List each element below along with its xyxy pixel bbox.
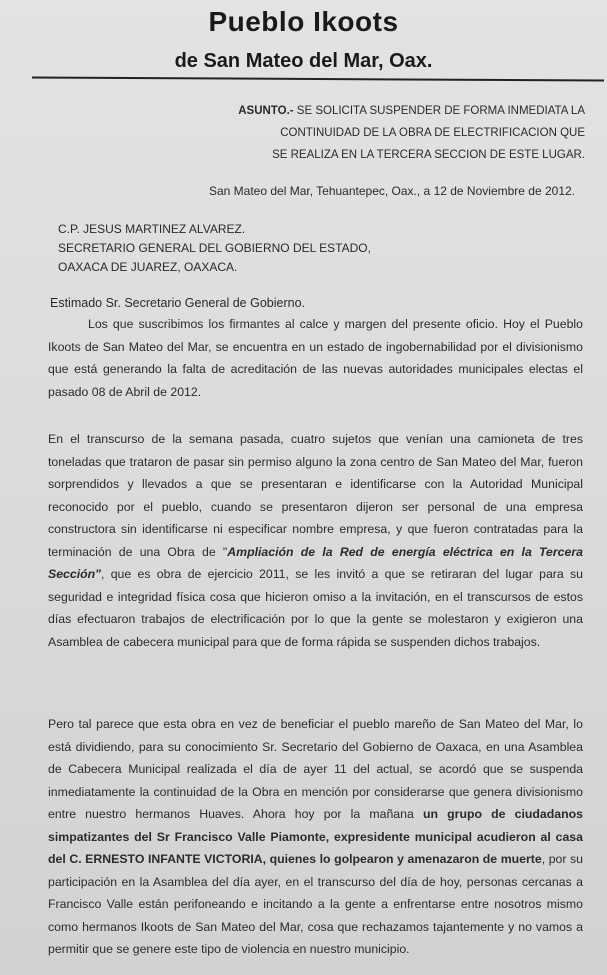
asunto-text-1: SE SOLICITA SUSPENDER DE FORMA INMEDIATA LA xyxy=(296,105,585,117)
recipient-location: OAXACA DE JUAREZ, OAXACA. xyxy=(58,260,238,274)
salutation: Estimado Sr. Secretario General de Gobierno. xyxy=(50,296,305,310)
paragraph-3 xyxy=(48,713,583,961)
paragraph-2-text-b: , que es obra de ejercicio 2011, se les invitó a que se retiraran del lugar para su seguridad e integridad física cosa que hicieron omiso a la invitación, en el transcursos de estos días efectuaron trabajos de electrificación por lo que la gente se molestaron y exigieron una Asamblea de cabecera municipal para que de forma rápida se suspenden dichos trabajos. xyxy=(48,567,583,649)
recipient-name: C.P. JESUS MARTINEZ ALVAREZ. xyxy=(58,222,246,236)
obra-name: Ampliación de la Red de energía eléctrica en la Tercera Sección" xyxy=(48,544,583,581)
date-line: San Mateo del Mar, Tehuantepec, Oax., a 12 de Noviembre de 2012. xyxy=(208,184,575,198)
asunto-line-3: SE REALIZA EN LA TERCERA SECCION DE ESTE LUGAR. xyxy=(272,149,585,161)
header-divider xyxy=(32,77,604,82)
paragraph-3-bold: un grupo de ciudadanos simpatizantes del Sr Francisco Valle Piamonte, expresidente municipal acudieron al casa del C. ERNESTO INFANTE VICTORIA, quienes lo golpearon y amenazaron de muerte xyxy=(48,807,583,866)
paragraph-3-text-a: Pero tal parece que esta obra en vez de beneficiar el pueblo mareño de San Mateo del Mar, lo está dividiendo, para su conocimiento Sr. Secretario del Gobierno de Oaxaca, en una Asamblea de Cabecera Municipal realizada el día de ayer 11 del actual, se acordó que se suspenda inmediatamente la continuidad de la Obra en mención por considerarse que genera divisionismo entre nuestro hermanos Huaves. Ahora hoy por la mañana xyxy=(48,717,583,821)
recipient-position: SECRETARIO GENERAL DEL GOBIERNO DEL ESTADO, xyxy=(58,241,371,255)
recipient-block xyxy=(58,220,558,277)
paragraph-1: Los que suscribimos los firmantes al calce y margen del presente oficio. Hoy el Pueblo Ikoots de San Mateo del Mar, se encuentra en un estado de ingobernabilidad por el divisionismo que está generando la falta de acreditación de las nuevas autoridades municipales electas el pasado 08 de Abril de 2012. xyxy=(48,317,583,399)
paragraph-2 xyxy=(48,428,583,653)
paragraph-3-text-b: , por su participación en la Asamblea del día ayer, en el transcurso del día de hoy, personas cercanas a Francisco Valle están perifoneando e incitando a la gente a enfrentarse entre nosotros mismo como hermanos Ikoots de San Mateo del Mar, cosa que rechazamos tajantemente y no vamos a permitir que se genere este tipo de violencia en nuestro municipio. xyxy=(48,852,584,956)
asunto-label: ASUNTO.- xyxy=(238,105,294,117)
asunto-block xyxy=(180,100,585,166)
paragraph-2-text-a: En el transcurso de la semana pasada, cuatro sujetos que venían una camioneta de tres toneladas que trataron de pasar sin permiso alguno la zona centro de San Mateo del Mar, fueron sorprendidos y llevados a que se presentaran e identificarse con la Autoridad Municipal reconocido por el pueblo, cuando se presentaron dijeron ser personal de una empresa constructora sin identificarse ni especificar nombre empresa, y que fueron contratadas para la terminación de una Obra de " xyxy=(48,432,583,559)
document-title: Pueblo Ikoots xyxy=(208,6,399,37)
document-subtitle: de San Mateo del Mar, Oax. xyxy=(174,50,433,72)
asunto-line-1 xyxy=(180,100,585,122)
asunto-line-2: CONTINUIDAD DE LA OBRA DE ELECTRIFICACION QUE xyxy=(280,127,585,139)
